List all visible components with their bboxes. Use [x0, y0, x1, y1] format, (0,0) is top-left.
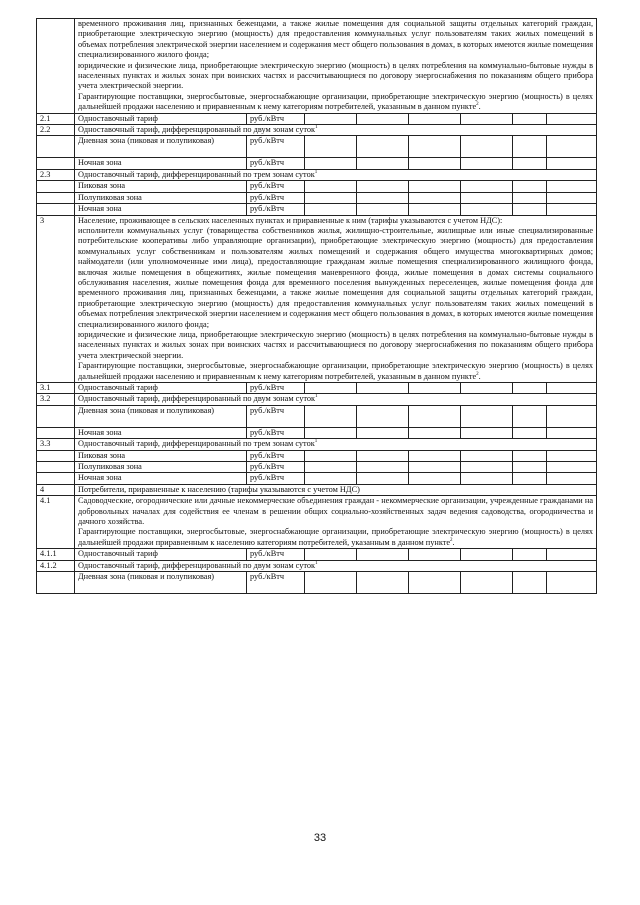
- footnote-mark: 1: [315, 394, 318, 400]
- unit-cell: руб./кВтч: [247, 136, 305, 158]
- page-number: 33: [313, 832, 327, 844]
- unit-cell: руб./кВтч: [247, 473, 305, 484]
- row-label-text: Одноставочный тариф, дифференцированный по двум зонам суток: [78, 560, 316, 570]
- footnote-mark: 2: [476, 102, 479, 108]
- paragraph: Гарантирующие поставщики, энергосбытовые, энергоснабжающие организации, приобретающие электрическую энергию (мощность) в целях дальнейшей продажи населению и приравненным к нему категориям потребителей, указанным в данном пункте$^2$.: [78, 91, 594, 112]
- unit-cell: руб./кВтч: [247, 405, 305, 427]
- row-number: 3.2: [37, 394, 75, 405]
- table-row: [37, 158, 597, 169]
- paragraph: Гарантирующие поставщики, энергосбытовые, энергоснабжающие организации, приобретающие электрическую энергию (мощность) в целях дальнейшей продажи населению и приравненным к нему категориям потребителей, указанным в данном пункте$^2$.: [78, 361, 594, 381]
- unit-cell: руб./кВтч: [247, 192, 305, 203]
- row-number: [37, 19, 75, 114]
- category-description: [75, 19, 597, 114]
- table-row: [37, 204, 597, 215]
- footnote-mark: 1: [315, 125, 318, 131]
- unit-cell: руб./кВтч: [247, 450, 305, 461]
- category-description: [75, 215, 597, 383]
- table-row: [37, 496, 597, 549]
- row-number: 4.1: [37, 496, 75, 549]
- row-number: 3.1: [37, 383, 75, 394]
- row-label: [75, 439, 597, 450]
- unit-cell: руб./кВтч: [247, 572, 305, 594]
- unit-cell: руб./кВтч: [247, 383, 305, 394]
- row-label: [75, 169, 597, 180]
- row-number: 2.2: [37, 125, 75, 136]
- paragraph-text: Гарантирующие поставщики, энергосбытовые, энергоснабжающие организации, приобретающие электрическую энергию (мощность) в целях дальнейшей продажи приравненным к населению категориям потребителей, указанным в данном пункте: [78, 527, 594, 547]
- row-number: 4.1.2: [37, 560, 75, 571]
- tariff-table: [36, 18, 597, 594]
- row-label: [75, 125, 597, 136]
- paragraph: Садоводческие, огороднические или дачные некоммерческие объединения граждан - некоммерческие организации, учрежденные гражданами на добровольных началах для содействия ее членам в решении общих социально-хозяйственных задач ведения садоводства, огородничества и дачного хозяйства.: [78, 496, 594, 527]
- row-label-text: Одноставочный тариф, дифференцированный по трем зонам суток: [78, 439, 315, 449]
- row-label: Одноставочный тариф: [75, 549, 247, 560]
- table-row: [37, 169, 597, 180]
- row-label: [75, 394, 597, 405]
- row-label-text: Одноставочный тариф, дифференцированный по двум зонам суток: [78, 125, 316, 135]
- table-row: [37, 560, 597, 571]
- row-number: 3: [37, 215, 75, 383]
- row-number: 4: [37, 484, 75, 495]
- paragraph-text: Гарантирующие поставщики, энергосбытовые, энергоснабжающие организации, приобретающие электрическую энергию (мощность) в целях дальнейшей продажи населению и приравненным к нему категориям потребителей, указанным в данном пункте: [78, 361, 594, 381]
- table-row: [37, 572, 597, 594]
- table-row: [37, 215, 597, 383]
- table-row: [37, 450, 597, 461]
- footnote-mark: 2: [450, 538, 453, 544]
- paragraph: юридические и физические лица, приобретающие электрическую энергию (мощность) в целях потребления на коммунально-бытовые нужды в населенных пунктах и жилых зонах при воинских частях и рассчитывающиеся по договору энергоснабжения по показаниям общего прибора учета электрической энергии.: [78, 60, 594, 91]
- table-row: [37, 181, 597, 192]
- table-row: [37, 473, 597, 484]
- row-number: 4.1.1: [37, 549, 75, 560]
- unit-cell: руб./кВтч: [247, 204, 305, 215]
- table-row: [37, 405, 597, 427]
- row-label: Дневная зона (пиковая и полупиковая): [75, 572, 247, 594]
- table-row: [37, 125, 597, 136]
- unit-cell: руб./кВтч: [247, 549, 305, 560]
- table-row: [37, 113, 597, 124]
- row-label-text: Одноставочный тариф, дифференцированный по двум зонам суток: [78, 394, 316, 404]
- table-row: [37, 383, 597, 394]
- paragraph-text: Гарантирующие поставщики, энергосбытовые, энергоснабжающие организации, приобретающие электрическую энергию (мощность) в целях дальнейшей продажи населению и приравненным к нему категориям потребителей, указанным в данном пункте: [78, 91, 594, 112]
- row-label: Ночная зона: [75, 158, 247, 169]
- row-label: Ночная зона: [75, 204, 247, 215]
- unit-cell: руб./кВтч: [247, 427, 305, 438]
- unit-cell: руб./кВтч: [247, 158, 305, 169]
- table-row: [37, 192, 597, 203]
- table-row: [37, 394, 597, 405]
- unit-cell: руб./кВтч: [247, 462, 305, 473]
- footnote-mark: 1: [315, 560, 318, 566]
- unit-cell: руб./кВтч: [247, 113, 305, 124]
- footnote-mark: 1: [314, 170, 318, 176]
- paragraph: исполнители коммунальных услуг (товарищества собственников жилья, жилищно-строительные, жилищные или иные специализированные потребительские кооперативы либо управляющие организации), приобретающие электрическую энергию (мощность) для предоставления коммунальных услуг собственникам и пользователям жилых помещений и содержания общего имущества многоквартирных домов; наймодатели (или уполномоченные ими лица), предоставляющие гражданам жилые помещения специализированного жилищного фонда, включая жилые помещения в общежитиях, жилые помещения маневренного фонда, жилые помещения в домах системы социального обслуживания населения, жилые помещения фонда для временного поселения вынужденных переселенцев, жилые помещения фонда для временного проживания лиц, признанных беженцами, а также жилые помещения для социальной защиты отдельных категорий граждан, приобретающие электрическую энергию (мощность) для предоставления коммунальных услуг пользователям таких жилых помещений в объемах потребления электрической энергии населением и содержания мест общего пользования в домах, в которых имеются жилые помещения специализированного жилого фонда;: [78, 225, 594, 329]
- row-number: 2.3: [37, 169, 75, 180]
- row-label: Пиковая зона: [75, 450, 247, 461]
- table-row: [37, 19, 597, 114]
- paragraph: юридические и физические лица, приобретающие электрическую энергию (мощность) в целях потребления на коммунально-бытовые нужды в населенных пунктах и жилых зонах при воинских частях и рассчитывающиеся по договору энергоснабжения по показаниям общего прибора учета электрической энергии.: [78, 329, 594, 360]
- row-label: Полупиковая зона: [75, 462, 247, 473]
- row-label: Ночная зона: [75, 473, 247, 484]
- table-row: [37, 136, 597, 158]
- row-number: 3.3: [37, 439, 75, 450]
- table-row: [37, 439, 597, 450]
- row-label: Одноставочный тариф: [75, 383, 247, 394]
- footnote-mark: 2: [476, 371, 479, 377]
- row-number: 2.1: [37, 113, 75, 124]
- footnote-mark: 1: [314, 439, 318, 445]
- row-label-text: Одноставочный тариф, дифференцированный по трем зонам суток: [78, 169, 315, 179]
- paragraph: Население, проживающее в сельских населенных пунктах и приравненные к ним (тарифы указываются с учетом НДС):: [78, 215, 503, 225]
- row-label: Полупиковая зона: [75, 192, 247, 203]
- paragraph: Гарантирующие поставщики, энергосбытовые, энергоснабжающие организации, приобретающие электрическую энергию (мощность) в целях дальнейшей продажи приравненным к населению категориям потребителей, указанным в данном пункте$^2$.: [78, 527, 594, 547]
- row-label: Пиковая зона: [75, 181, 247, 192]
- table-row: [37, 427, 597, 438]
- unit-cell: руб./кВтч: [247, 181, 305, 192]
- table-row: [37, 462, 597, 473]
- row-label: Потребители, приравненные к населению (тарифы указываются с учетом НДС): [75, 484, 597, 495]
- paragraph: временного проживания лиц, признанных беженцами, а также жилые помещения для социальной защиты отдельных категорий граждан, приобретающие электрическую энергию (мощность) для предоставления коммунальных услуг пользователям таких жилых помещений в объемах потребления электрической энергии населением и содержания мест общего пользования в домах, в которых имеются жилые помещения специализированного жилого фонда;: [78, 19, 594, 60]
- table-row: [37, 484, 597, 495]
- row-label: Дневная зона (пиковая и полупиковая): [75, 136, 247, 158]
- row-label: Ночная зона: [75, 427, 247, 438]
- row-label: Дневная зона (пиковая и полупиковая): [75, 405, 247, 427]
- table-row: [37, 549, 597, 560]
- row-label: [75, 560, 597, 571]
- category-description: [75, 496, 597, 549]
- row-label: Одноставочный тариф: [75, 113, 247, 124]
